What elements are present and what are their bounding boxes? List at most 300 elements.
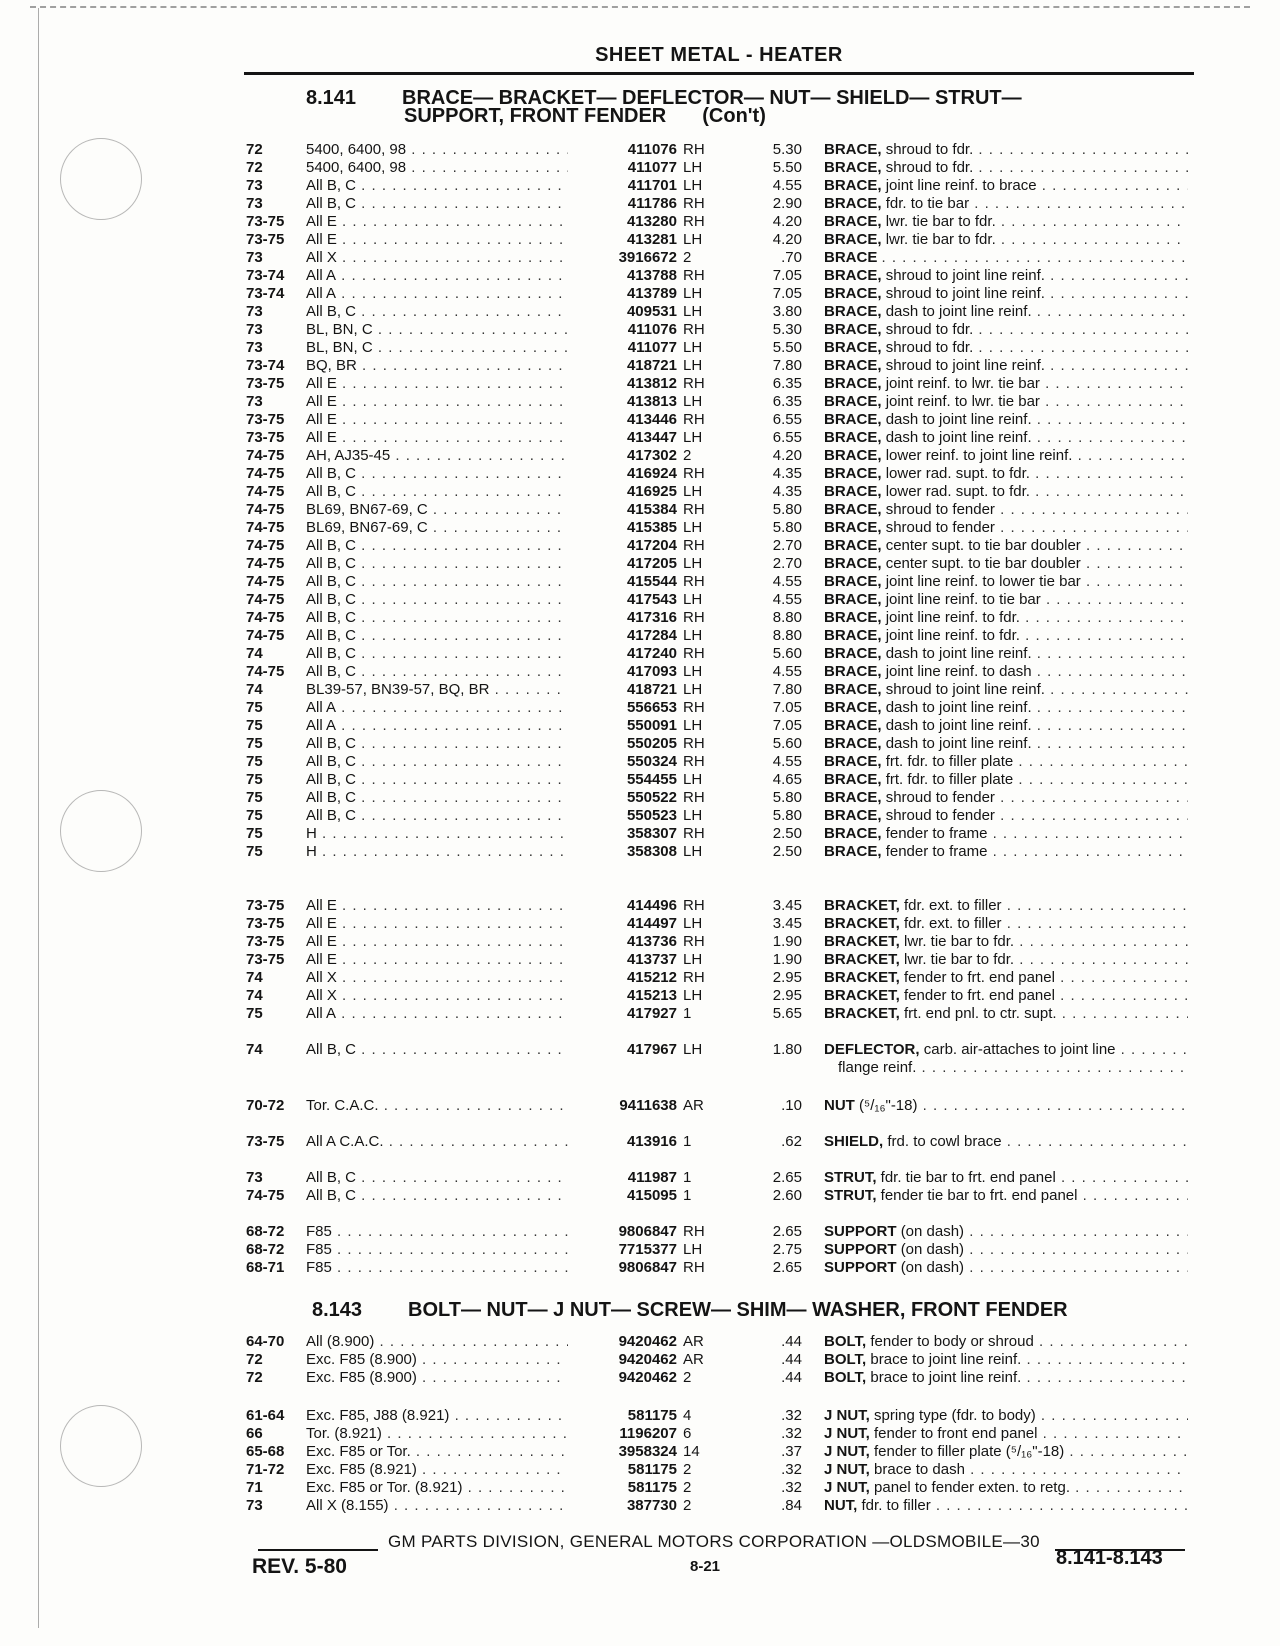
part-description (824, 1332, 1188, 1351)
model-application: 5400, 6400, 98 . . . (306, 158, 568, 177)
part-detail: spring type (fdr. to body) (874, 1407, 1036, 1424)
page-number: 8-21 (690, 1558, 721, 1575)
year-range: 73 (246, 339, 263, 356)
part-number: 418721 (626, 681, 677, 698)
model-application: All B, C . . . (306, 554, 568, 573)
part-description (824, 248, 1188, 267)
quantity-or-side: LH (683, 951, 703, 968)
year-range: 73-75 (246, 213, 285, 230)
part-description (824, 716, 1188, 735)
part-number: 9806847 (618, 1223, 677, 1240)
section-number: 8.143 (312, 1299, 363, 1321)
table-row (0, 788, 1280, 807)
part-detail: shroud to fdr. (885, 321, 974, 338)
part-description (824, 1240, 1188, 1259)
year-range: 72 (246, 1351, 263, 1368)
year-range: 74 (246, 969, 263, 986)
model-application: All B, C . . . (306, 734, 568, 753)
part-name: BRACE, (824, 681, 882, 698)
part-name: BRACE, (824, 573, 882, 590)
price: 7.05 (772, 267, 802, 284)
price: 5.30 (772, 141, 802, 158)
quantity-or-side: LH (683, 519, 703, 536)
part-detail: shroud to fender (885, 519, 995, 536)
table-row (0, 482, 1280, 501)
quantity-or-side: LH (683, 717, 703, 734)
table-row (0, 392, 1280, 411)
part-description (824, 1040, 1188, 1059)
quantity-or-side: LH (683, 339, 703, 356)
part-detail: dash to joint line reinf. (885, 717, 1032, 734)
price: 4.20 (772, 447, 802, 464)
year-range: 75 (246, 843, 263, 860)
quantity-or-side: RH (683, 573, 705, 590)
price: 3.45 (772, 897, 802, 914)
part-name: BRACE, (824, 375, 882, 392)
price: 6.55 (772, 429, 802, 446)
table-row (0, 1350, 1280, 1369)
table-row (0, 608, 1280, 627)
table-row (0, 1424, 1280, 1443)
part-detail: shroud to joint line reinf. (885, 285, 1045, 302)
part-detail: lwr. tie bar to fdr. (885, 213, 996, 230)
part-description-continued: flange reinf. . . . (838, 1058, 1188, 1077)
part-detail: fdr. ext. to filler (904, 915, 1002, 932)
model-application: 5400, 6400, 98 . . . (306, 140, 568, 159)
part-description (824, 464, 1188, 483)
table-row (0, 680, 1280, 699)
part-description (824, 536, 1188, 555)
part-description (824, 914, 1188, 933)
year-range: 74 (246, 1041, 263, 1058)
model-application: All E . . . (306, 896, 568, 915)
table-row (0, 1406, 1280, 1425)
table-row (0, 770, 1280, 789)
part-detail: dash to joint line reinf. (885, 645, 1032, 662)
year-range: 75 (246, 753, 263, 770)
price: .32 (781, 1461, 802, 1478)
year-range: 74-75 (246, 663, 285, 680)
year-range: 74-75 (246, 519, 285, 536)
part-description (824, 428, 1188, 447)
model-application: All X . . . (306, 986, 568, 1005)
table-row (0, 410, 1280, 429)
year-range: 73-75 (246, 231, 285, 248)
table-row (0, 626, 1280, 645)
part-detail: fdr. to filler (861, 1497, 931, 1514)
part-number: 581175 (627, 1461, 677, 1478)
part-name: BRACE, (824, 789, 882, 806)
model-application: F85 . . . (306, 1240, 568, 1259)
table-row (0, 698, 1280, 717)
part-description (824, 1004, 1188, 1023)
part-name: BRACE, (824, 843, 882, 860)
part-detail: (⁵/₁₆"-18) (859, 1097, 918, 1114)
model-application: Tor. C.A.C. . . . (306, 1096, 568, 1115)
table-row (0, 662, 1280, 681)
part-name: SUPPORT (824, 1223, 897, 1240)
model-application: All E . . . (306, 410, 568, 429)
part-name: BRACE, (824, 213, 882, 230)
continued-label: (Con't) (702, 105, 766, 127)
year-range: 73-74 (246, 357, 285, 374)
model-application: All B, C . . . (306, 662, 568, 681)
part-description (824, 950, 1188, 969)
quantity-or-side: LH (683, 393, 703, 410)
model-application: All B, C . . . (306, 1186, 568, 1205)
part-detail: frd. to cowl brace (887, 1133, 1002, 1150)
table-row (0, 950, 1280, 969)
part-name: NUT, (824, 1497, 858, 1514)
year-range: 73-75 (246, 915, 285, 932)
part-description (824, 572, 1188, 591)
part-description (824, 626, 1188, 645)
table-row (0, 140, 1280, 159)
price: 5.80 (772, 807, 802, 824)
part-detail: shroud to fender (885, 789, 995, 806)
year-range: 74-75 (246, 609, 285, 626)
price: 5.30 (772, 321, 802, 338)
quantity-or-side: LH (683, 843, 703, 860)
year-range: 74-75 (246, 501, 285, 518)
part-number: 413281 (626, 231, 677, 248)
part-detail: brace to dash (874, 1461, 965, 1478)
price: 5.50 (772, 159, 802, 176)
year-range: 73 (246, 177, 263, 194)
model-application: BQ, BR . . . (306, 356, 568, 375)
part-detail: joint line reinf. to fdr. (885, 627, 1020, 644)
quantity-or-side: LH (683, 357, 703, 374)
price: 4.35 (772, 465, 802, 482)
year-range: 74-75 (246, 465, 285, 482)
quantity-or-side: LH (683, 1041, 703, 1058)
table-row (0, 302, 1280, 321)
part-name: BRACE, (824, 753, 882, 770)
model-application: All X . . . (306, 968, 568, 987)
year-range: 73-75 (246, 951, 285, 968)
part-number: 1196207 (619, 1425, 677, 1442)
price: 8.80 (772, 627, 802, 644)
part-name: BRACE, (824, 609, 882, 626)
table-row (0, 1096, 1280, 1115)
model-application: All B, C . . . (306, 608, 568, 627)
part-detail: fender tie bar to frt. end panel (880, 1187, 1078, 1204)
quantity-or-side: RH (683, 933, 705, 950)
price: 5.80 (772, 519, 802, 536)
price: .44 (781, 1351, 802, 1368)
part-detail: panel to fender exten. to retg. (874, 1479, 1070, 1496)
part-number: 9411638 (619, 1097, 677, 1114)
part-number: 3958324 (618, 1443, 677, 1460)
part-number: 417302 (626, 447, 677, 464)
table-row (0, 1442, 1280, 1461)
quantity-or-side: 2 (683, 249, 692, 266)
part-number: 9420462 (618, 1351, 677, 1368)
part-name: NUT (824, 1097, 855, 1114)
part-name: BOLT, (824, 1351, 867, 1368)
year-range: 73 (246, 249, 263, 266)
model-application: All X (8.155) . . . (306, 1496, 568, 1515)
model-application: All B, C . . . (306, 482, 568, 501)
part-detail: shroud to joint line reinf. (885, 357, 1045, 374)
part-description (824, 896, 1188, 915)
part-name: BRACE, (824, 159, 882, 176)
part-number: 554455 (626, 771, 677, 788)
table-row (0, 1240, 1280, 1259)
year-range: 73 (246, 195, 263, 212)
quantity-or-side: LH (683, 429, 703, 446)
quantity-or-side: RH (683, 141, 705, 158)
part-description (824, 932, 1188, 951)
part-name: BRACE, (824, 717, 882, 734)
quantity-or-side: 1 (683, 1133, 692, 1150)
part-description (824, 698, 1188, 717)
model-application: All B, C . . . (306, 1168, 568, 1187)
part-number: 550091 (626, 717, 677, 734)
model-application: All B, C . . . (306, 302, 568, 321)
part-number: 581175 (627, 1407, 677, 1424)
year-range: 64-70 (246, 1333, 285, 1350)
part-number: 556653 (626, 699, 677, 716)
part-detail: brace to joint line reinf. (870, 1369, 1022, 1386)
quantity-or-side: 1 (683, 1005, 692, 1022)
price: 4.55 (772, 753, 802, 770)
part-detail: frt. fdr. to filler plate (885, 753, 1014, 770)
year-range: 74-75 (246, 555, 285, 572)
part-description (824, 158, 1188, 177)
price: 5.60 (772, 645, 802, 662)
part-number: 413812 (626, 375, 677, 392)
part-detail: dash to joint line reinf. (885, 699, 1032, 716)
year-range: 74-75 (246, 591, 285, 608)
price: 2.65 (772, 1259, 802, 1276)
part-name: BRACKET, (824, 951, 900, 968)
quantity-or-side: RH (683, 537, 705, 554)
part-description (824, 284, 1188, 303)
price: 2.65 (772, 1169, 802, 1186)
quantity-or-side: RH (683, 321, 705, 338)
table-row (0, 1460, 1280, 1479)
part-name: BRACKET, (824, 897, 900, 914)
model-application: All B, C . . . (306, 752, 568, 771)
table-row (0, 842, 1280, 861)
price: 4.55 (772, 663, 802, 680)
year-range: 74 (246, 681, 263, 698)
part-detail: dash to joint line reinf. (885, 735, 1032, 752)
part-detail: lwr. tie bar to fdr. (885, 231, 996, 248)
part-name: SUPPORT (824, 1259, 897, 1276)
year-range: 75 (246, 735, 263, 752)
part-detail: dash to joint line reinf. (885, 303, 1032, 320)
quantity-or-side: RH (683, 195, 705, 212)
table-row (0, 752, 1280, 771)
price: .32 (781, 1479, 802, 1496)
part-number: 413916 (626, 1133, 677, 1150)
part-detail: center supt. to tie bar doubler (885, 537, 1081, 554)
part-name: BRACE, (824, 771, 882, 788)
model-application: H . . . (306, 842, 568, 861)
part-detail: fender to filler plate (⁵/₁₆"-18) (874, 1443, 1065, 1460)
part-number: 409531 (626, 303, 677, 320)
part-number: 411076 (627, 141, 677, 158)
part-detail: joint line reinf. to fdr. (885, 609, 1020, 626)
part-detail: fender to body or shroud (870, 1333, 1034, 1350)
part-number: 415384 (626, 501, 677, 518)
part-description (824, 212, 1188, 231)
part-description (824, 1132, 1188, 1151)
price: 3.80 (772, 303, 802, 320)
part-description (824, 1186, 1188, 1205)
price: 2.60 (772, 1187, 802, 1204)
part-detail: joint line reinf. to dash (885, 663, 1032, 680)
part-name: BRACE, (824, 807, 882, 824)
quantity-or-side: RH (683, 501, 705, 518)
part-number: 415213 (626, 987, 677, 1004)
price: 2.50 (772, 825, 802, 842)
part-number: 415095 (626, 1187, 677, 1204)
part-detail: shroud to fender (885, 807, 995, 824)
year-range: 72 (246, 1369, 263, 1386)
part-number: 3916672 (618, 249, 677, 266)
quantity-or-side: LH (683, 681, 703, 698)
part-name: BRACE, (824, 141, 882, 158)
part-number: 417205 (626, 555, 677, 572)
part-number: 9420462 (618, 1333, 677, 1350)
part-detail: shroud to fdr. (885, 159, 974, 176)
quantity-or-side: RH (683, 609, 705, 626)
quantity-or-side: RH (683, 825, 705, 842)
quantity-or-side: 4 (683, 1407, 692, 1424)
model-application: Tor. (8.921) . . . (306, 1424, 568, 1443)
part-description (824, 266, 1188, 285)
part-description (824, 194, 1188, 213)
part-number: 413447 (626, 429, 677, 446)
table-row (0, 824, 1280, 843)
year-range: 65-68 (246, 1443, 285, 1460)
part-detail: dash to joint line reinf. (885, 411, 1032, 428)
model-application: Exc. F85 (8.900) . . . (306, 1368, 568, 1387)
price: 4.55 (772, 177, 802, 194)
table-row (0, 914, 1280, 933)
part-detail: fender to front end panel (874, 1425, 1038, 1442)
table-row (0, 248, 1280, 267)
table-row (0, 590, 1280, 609)
part-name: BRACE, (824, 285, 882, 302)
quantity-or-side: LH (683, 807, 703, 824)
model-application: All B, C . . . (306, 590, 568, 609)
price: .44 (781, 1333, 802, 1350)
table-row (0, 212, 1280, 231)
quantity-or-side: LH (683, 987, 703, 1004)
table-row (0, 932, 1280, 951)
part-description (824, 842, 1188, 861)
part-detail: joint line reinf. to lower tie bar (885, 573, 1081, 590)
table-row (0, 176, 1280, 195)
price: 4.65 (772, 771, 802, 788)
model-application: All A . . . (306, 284, 568, 303)
table-row (0, 518, 1280, 537)
price: 7.80 (772, 357, 802, 374)
quantity-or-side: LH (683, 483, 703, 500)
part-name: BRACE, (824, 699, 882, 716)
part-detail: lower reinf. to joint line reinf. (885, 447, 1073, 464)
part-detail: fdr. tie bar to frt. end panel (880, 1169, 1056, 1186)
quantity-or-side: RH (683, 897, 705, 914)
part-number: 581175 (627, 1479, 677, 1496)
model-application: BL, BN, C . . . (306, 338, 568, 357)
part-name: J NUT, (824, 1443, 870, 1460)
model-application: All A . . . (306, 698, 568, 717)
part-detail: brace to joint line reinf. (870, 1351, 1022, 1368)
part-description (824, 680, 1188, 699)
part-name: BRACE, (824, 303, 882, 320)
model-application: All A . . . (306, 266, 568, 285)
year-range: 74 (246, 645, 263, 662)
quantity-or-side: RH (683, 213, 705, 230)
table-row (0, 356, 1280, 375)
year-range: 73-74 (246, 267, 285, 284)
section-range: 8.141-8.143 (1056, 1547, 1163, 1569)
part-description (824, 1496, 1188, 1515)
part-name: J NUT, (824, 1407, 870, 1424)
year-range: 73-75 (246, 411, 285, 428)
model-application: All E . . . (306, 230, 568, 249)
year-range: 73 (246, 321, 263, 338)
part-number: 413788 (626, 267, 677, 284)
price: 1.90 (772, 933, 802, 950)
part-number: 417543 (626, 591, 677, 608)
year-range: 71 (246, 1479, 263, 1496)
price: 6.35 (772, 375, 802, 392)
model-application: BL39-57, BN39-57, BQ, BR . . . (306, 680, 568, 699)
part-number: 550205 (626, 735, 677, 752)
table-row (0, 1258, 1280, 1277)
page-title: SHEET METAL - HEATER (595, 44, 843, 66)
year-range: 71-72 (246, 1461, 285, 1478)
price: 2.70 (772, 537, 802, 554)
price: 5.60 (772, 735, 802, 752)
part-number: 411987 (627, 1169, 677, 1186)
model-application: All B, C . . . (306, 626, 568, 645)
table-row (0, 734, 1280, 753)
quantity-or-side: AR (683, 1351, 704, 1368)
part-name: BRACE, (824, 447, 882, 464)
price: 4.35 (772, 483, 802, 500)
part-description (824, 1460, 1188, 1479)
model-application: All B, C . . . (306, 464, 568, 483)
model-application: All E . . . (306, 392, 568, 411)
year-range: 73 (246, 1497, 263, 1514)
price: 6.35 (772, 393, 802, 410)
part-name: BRACE, (824, 519, 882, 536)
table-row (0, 446, 1280, 465)
model-application: All B, C . . . (306, 806, 568, 825)
model-application: Exc. F85 or Tor. (8.921) . . . (306, 1478, 568, 1497)
price: 2.75 (772, 1241, 802, 1258)
part-detail: frt. fdr. to filler plate (885, 771, 1014, 788)
part-description (824, 1168, 1188, 1187)
price: 2.95 (772, 987, 802, 1004)
part-description (824, 1406, 1188, 1425)
part-description (824, 176, 1188, 195)
model-application: All E . . . (306, 428, 568, 447)
year-range: 73-75 (246, 429, 285, 446)
table-row (0, 968, 1280, 987)
year-range: 68-71 (246, 1259, 285, 1276)
part-number: 413813 (626, 393, 677, 410)
quantity-or-side: 2 (683, 1369, 692, 1386)
part-description (824, 374, 1188, 393)
